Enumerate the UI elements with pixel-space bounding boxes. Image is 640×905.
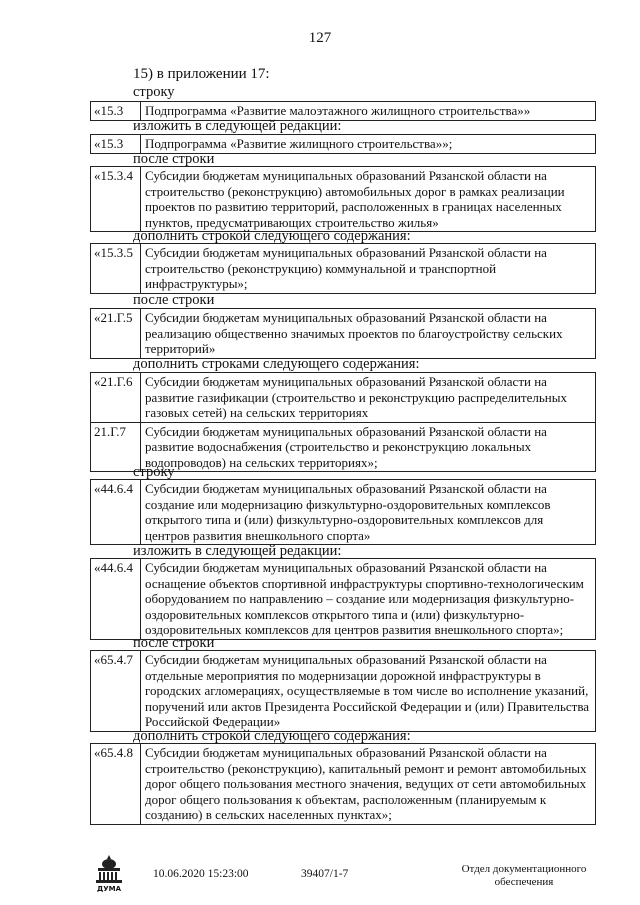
page-number: 127 [308, 30, 332, 46]
table-row-group [90, 650, 596, 732]
row-code: «44.6.4 [91, 559, 141, 639]
dept-line-2: обеспечения [494, 876, 554, 888]
table-row [91, 651, 595, 731]
table-row-group [90, 372, 596, 472]
table-row [91, 167, 595, 231]
label-izlozhit: изложить в следующей редакции: [133, 543, 342, 559]
label-dopolnit: дополнить строкой следующего содержания: [133, 728, 411, 744]
section-title: 15) в приложении 17: [133, 66, 270, 82]
row-code: «15.3.4 [91, 167, 141, 231]
table-row-group [90, 479, 596, 545]
row-code: «15.3 [91, 135, 141, 153]
row-text: Субсидии бюджетам муниципальных образований Рязанской области на развитие водоснабжения (строительство и реконструкцию локальных водопроводов) на сельских территориях»; [145, 423, 547, 470]
label-posle-stroki: после строки [133, 635, 215, 651]
logo-caption: ДУМА [96, 885, 121, 893]
footer-doc-number: 39407/1-7 [301, 868, 349, 880]
footer-datetime: 10.06.2020 15:23:00 [153, 868, 249, 880]
row-code: «65.4.8 [91, 744, 141, 824]
row-text: Субсидии бюджетам муниципальных образований Рязанской области на развитие газификации (строительство и реконструкцию распределительных газовых сетей) на сельских территориях [145, 374, 567, 420]
row-code: «15.3.5 [91, 244, 141, 293]
row-text: Субсидии бюджетам муниципальных образований Рязанской области на строительство (реконструкцию) коммунальной и транспортной инфраструктуры»; [145, 245, 547, 291]
footer-department [444, 863, 604, 889]
row-text: Субсидии бюджетам муниципальных образований Рязанской области на отдельные мероприятия по модернизации дорожной инфраструктуры в городских агломерациях, осуществляемые в том числе во исполнение указаний, поручений или актов Президента Российской Федерации и (или) Правительства Российской Федерации» [145, 652, 590, 729]
table-row [91, 480, 595, 544]
row-code: 21.Г.7 [91, 423, 141, 472]
row-code: «21.Г.6 [91, 373, 141, 422]
row-text: Субсидии бюджетам муниципальных образований Рязанской области на реализацию общественно значимых проектов по благоустройству сельских территорий» [145, 310, 563, 356]
table-row [91, 135, 595, 153]
table-row [91, 244, 595, 293]
row-code: «21.Г.5 [91, 309, 141, 358]
table-row [91, 102, 595, 120]
table-row-group [90, 308, 596, 359]
row-text: Подпрограмма «Развитие жилищного строительства»»; [145, 136, 453, 151]
dept-line-1: Отдел документационного [461, 863, 587, 875]
label-dopolnit-strokami: дополнить строками следующего содержания: [133, 356, 420, 372]
row-code: «44.6.4 [91, 480, 141, 544]
table-row [91, 373, 595, 422]
table-row-group [90, 743, 596, 825]
table-row [91, 559, 595, 639]
label-stroku: строку [133, 84, 175, 100]
row-code: «65.4.7 [91, 651, 141, 731]
label-izlozhit: изложить в следующей редакции: [133, 118, 342, 134]
table-row-group [90, 243, 596, 294]
row-text: Субсидии бюджетам муниципальных образований Рязанской области на оснащение объектов спортивной инфраструктуры спортивно-технологическим оборудованием по направлению – создание или модернизация физкультурно-оздоровительных комплексов открытого типа и (или) физкультурно-оздоровительных комплексов для центров развития внешкольного спорта»; [145, 560, 584, 637]
table-row-group [90, 558, 596, 640]
label-stroku: строку [133, 464, 175, 480]
row-text: Субсидии бюджетам муниципальных образований Рязанской области на строительство (реконструкцию) автомобильных дорог в рамках реализации проектов по развитию территорий, расположенных в границах населенных пунктов, предусматривающих строительство жилья» [145, 168, 565, 230]
row-code: «15.3 [91, 102, 141, 120]
table-row [91, 744, 595, 824]
label-posle-stroki: после строки [133, 292, 215, 308]
row-text: Субсидии бюджетам муниципальных образований Рязанской области на строительство (реконструкцию), капитальный ремонт и ремонт автомобильных дорог общего пользования местного значения, ведущих от сети автомобильных дорог общего пользования к объектам, расположенным (планируемым к созданию) в сельских населенных пунктах»; [145, 745, 587, 822]
row-text: Субсидии бюджетам муниципальных образований Рязанской области на создание или модернизацию физкультурно-оздоровительных комплексов открытого типа и (или) физкультурно-оздоровительных комплексов для центров развития внешкольного спорта» [145, 481, 551, 543]
table-row-group [90, 166, 596, 232]
row-text: Подпрограмма «Развитие малоэтажного жилищного строительства»» [145, 103, 531, 118]
label-dopolnit: дополнить строкой следующего содержания: [133, 228, 411, 244]
label-posle-stroki: после строки [133, 151, 215, 167]
table-row [91, 309, 595, 358]
